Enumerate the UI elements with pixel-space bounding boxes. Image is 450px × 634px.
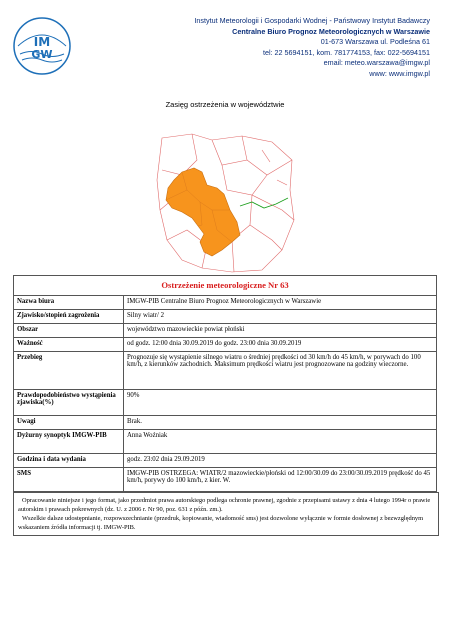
map-title: Zasięg ostrzeżenia w województwie bbox=[165, 100, 285, 109]
address: 01-673 Warszawa ul. Podleśna 61 bbox=[320, 37, 430, 47]
logo-text-bottom: GW bbox=[31, 48, 53, 61]
redistribution-paragraph: Wszelkie dalsze udostępnianie, rozpowszechnianie (przedruk, kopiowanie, wiadomość sms) jest dozwolone wyłącznie w formie dosłownej z bezwzględnym wskazaniem źródła informacji tj. IMGW-PIB. bbox=[18, 515, 424, 531]
copyright-notice bbox=[13, 492, 439, 536]
warning-region-map bbox=[152, 130, 298, 276]
institute-info bbox=[130, 16, 430, 80]
table-row: Dyżurny synoptyk IMGW-PIB Anna Woźniak bbox=[14, 430, 437, 454]
table-row: Ważność od godz. 12:00 dnia 30.09.2019 do godz. 23:00 dnia 30.09.2019 bbox=[14, 338, 437, 352]
table-row: Przebieg Prognozuje się wystąpienie silnego wiatru o średniej prędkości od 30 km/h do 45 km/h, w porywach do 100 km/h, z kierunków zachodnich. Maksimum prędkości wiatru jest prognozowane na godziny wieczorne. bbox=[14, 352, 437, 390]
table-row: Prawdopodobieństwo wystąpienia zjawiska(%) 90% bbox=[14, 390, 437, 416]
table-row: Nazwa biura IMGW-PIB Centralne Biuro Prognoz Meteorologicznych w Warszawie bbox=[14, 296, 437, 310]
table-row: Zjawisko/stopień zagrożenia Silny wiatr/ 2 bbox=[14, 310, 437, 324]
office-name: Centralne Biuro Prognoz Meteorologicznych w Warszawie bbox=[232, 26, 430, 36]
warning-title: Ostrzeżenie meteorologiczne Nr 63 bbox=[14, 276, 437, 296]
table-row: SMS IMGW-PIB OSTRZEGA: WIATR/2 mazowieckie/płoński od 12:00/30.09 do 23:00/30.09.2019 prędkość do 45 km/h, porywy do 100 km/h, z kier. W. bbox=[14, 468, 437, 492]
logo-text-top: IM bbox=[33, 35, 51, 49]
green-boundary bbox=[240, 198, 288, 208]
website: www: www.imgw.pl bbox=[369, 68, 430, 78]
copyright-paragraph: Opracowanie niniejsze i jego format, jako przedmiot prawa autorskiego podlega ochronie prawnej, zgodnie z przepisami ustawy z dnia 4 lutego 1994r o prawie autorskim i prawach pokrewnych (dz. U. z 2006 r. Nr 90, poz. 631 z późn. zm.). bbox=[18, 497, 431, 513]
institute-name: Instytut Meteorologii i Gospodarki Wodnej - Państwowy Instytut Badawczy bbox=[194, 16, 430, 25]
phone: tel: 22 5694151, kom. 781774153, fax: 022-5694151 bbox=[262, 47, 430, 57]
warning-table bbox=[13, 275, 437, 492]
warning-area bbox=[166, 168, 240, 256]
table-row: Godzina i data wydania godz. 23:02 dnia 29.09.2019 bbox=[14, 454, 437, 468]
email: email: meteo.warszawa@imgw.pl bbox=[323, 58, 430, 68]
table-row: Uwagi Brak. bbox=[14, 416, 437, 430]
table-row: Obszar województwo mazowieckie powiat płoński bbox=[14, 324, 437, 338]
imgw-logo bbox=[12, 16, 72, 76]
